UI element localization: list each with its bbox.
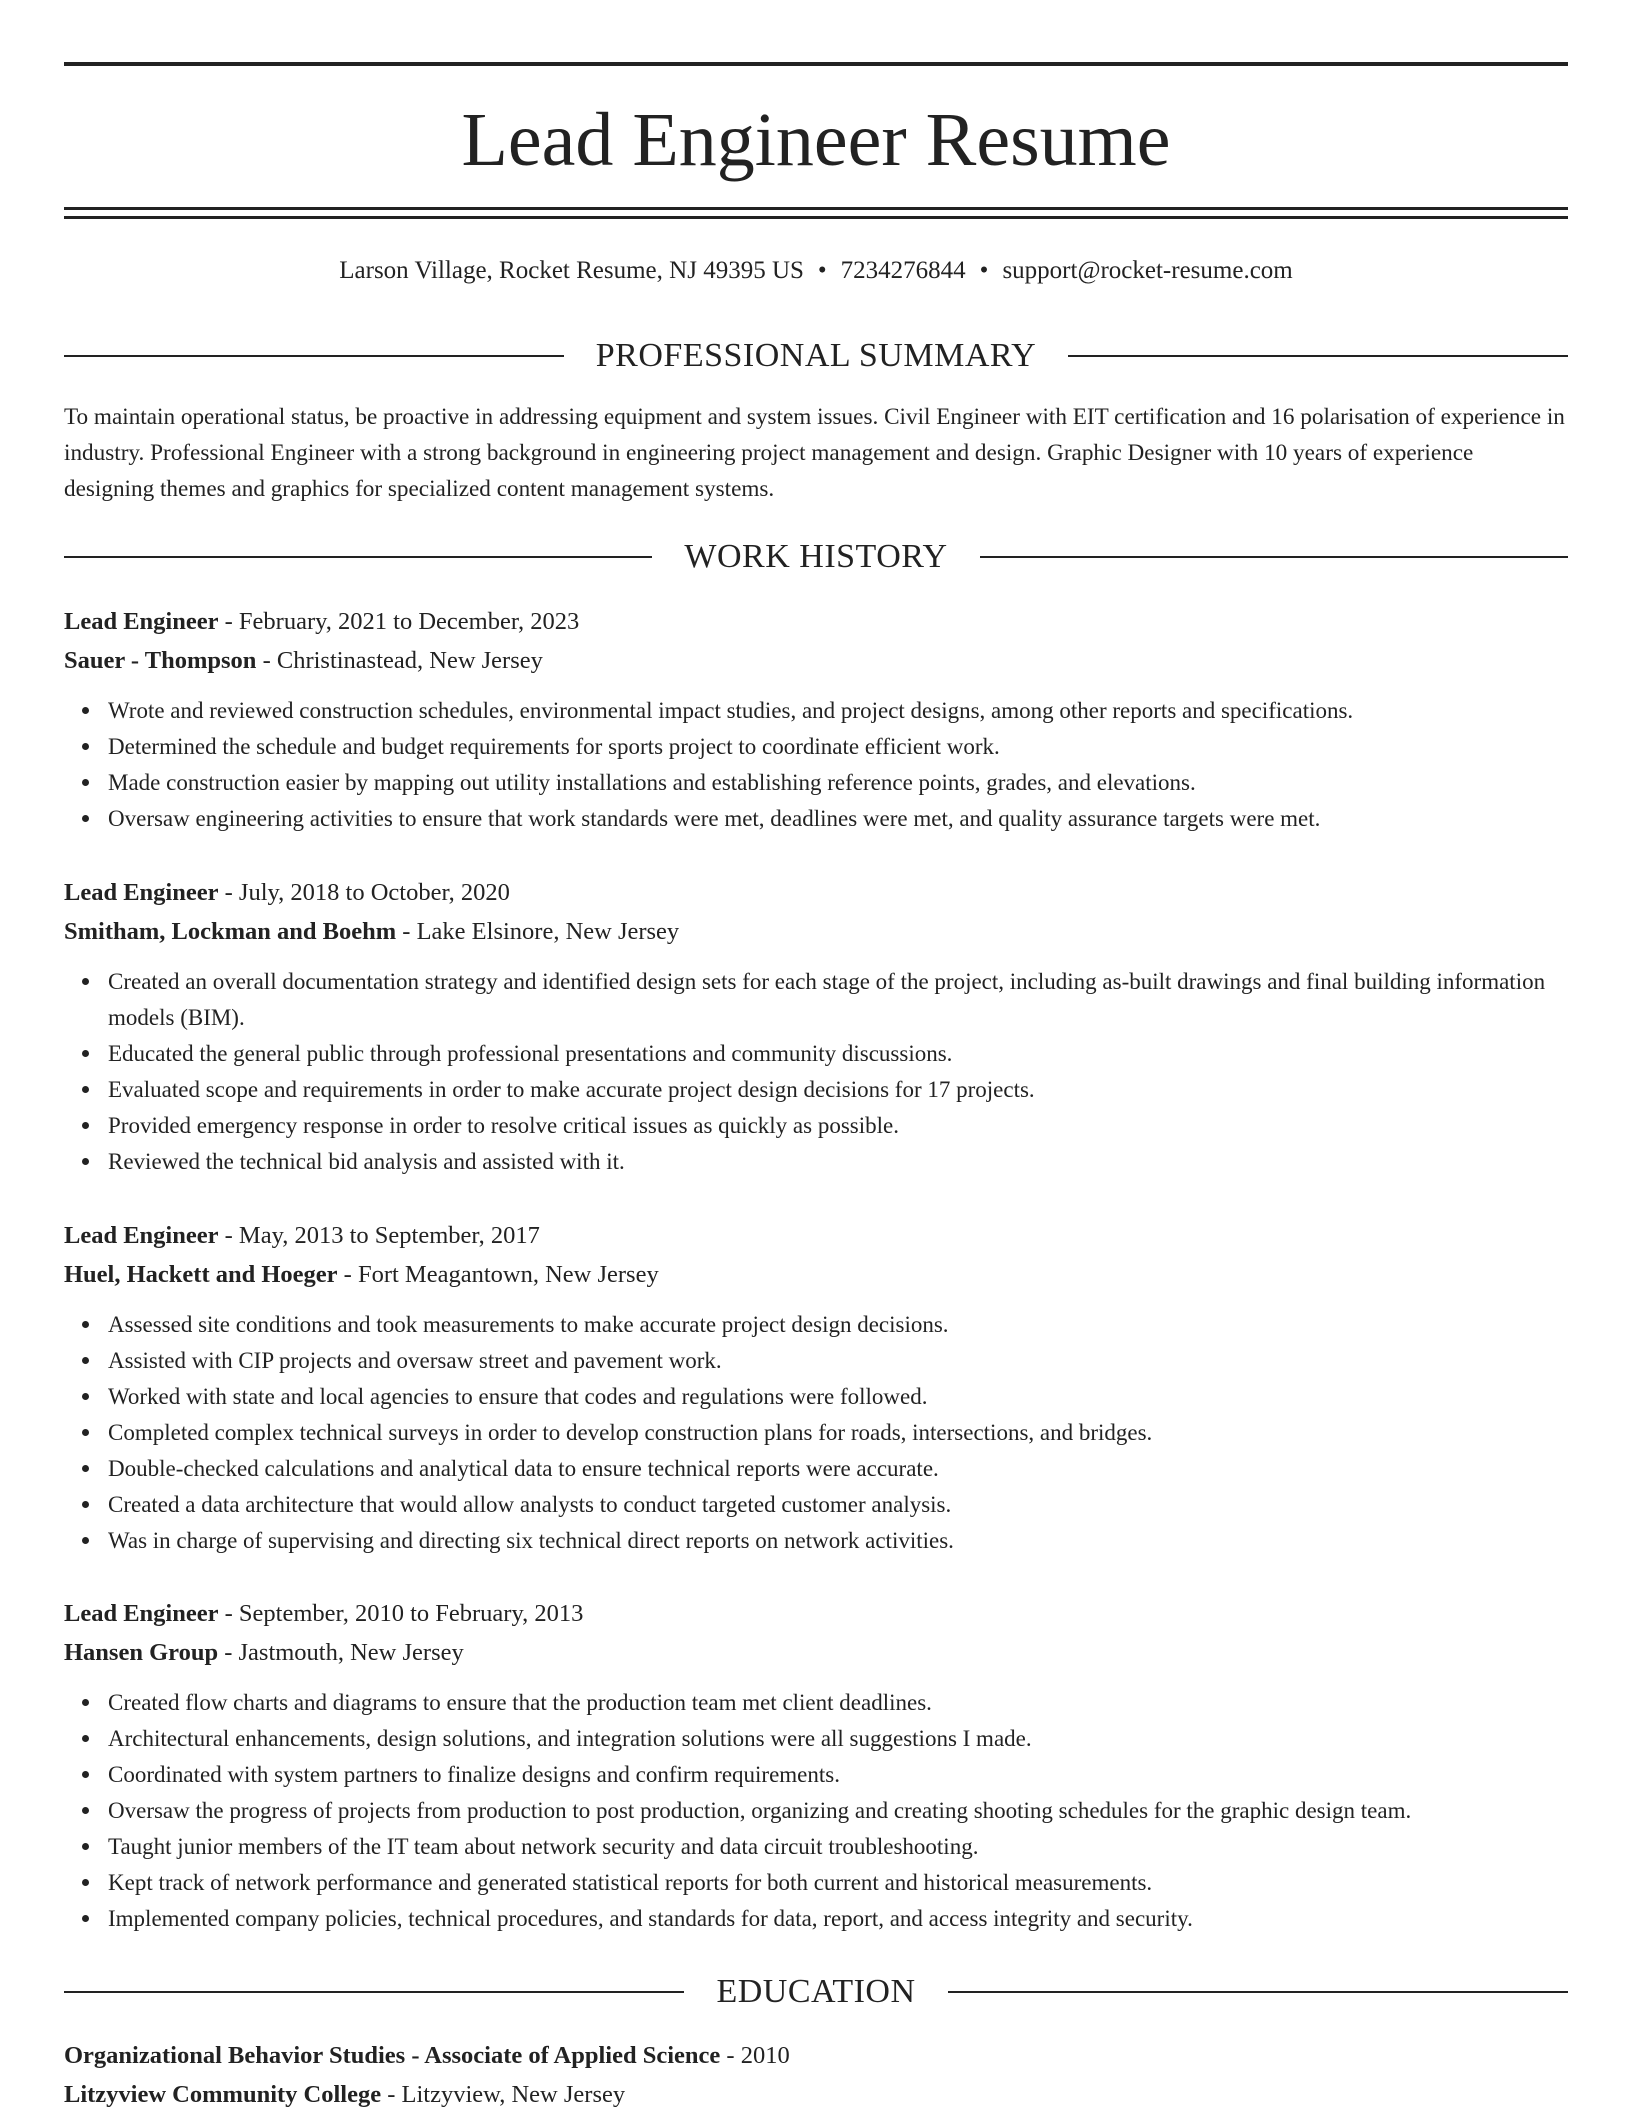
list-item: Assessed site conditions and took measurements to make accurate project design decisions. (108, 1307, 1568, 1343)
job-dates: - February, 2021 to December, 2023 (218, 608, 580, 635)
job-company: Smitham, Lockman and Boehm (64, 918, 397, 945)
job-entry (64, 602, 1568, 837)
job-company-line (64, 1255, 1568, 1294)
list-item: Created flow charts and diagrams to ensure that the production team met client deadlines. (108, 1685, 1568, 1721)
list-item: Kept track of network performance and generated statistical reports for both current and historical measurements. (108, 1865, 1568, 1901)
section-heading-label: EDUCATION (716, 1973, 916, 2010)
section-heading-summary (64, 334, 1568, 378)
list-item: Educated the general public through professional presentations and community discussions. (108, 1036, 1568, 1072)
job-location: - Christinastead, New Jersey (256, 647, 543, 674)
list-item: Evaluated scope and requirements in order to make accurate project design decisions for 17 projects. (108, 1072, 1568, 1108)
section-rule-right (1068, 355, 1568, 357)
contact-separator: • (817, 257, 827, 284)
education-location: - Litzyview, New Jersey (381, 2081, 626, 2108)
list-item: Made construction easier by mapping out utility installations and establishing reference points, grades, and elevations. (108, 765, 1568, 801)
job-company-line (64, 1633, 1568, 1672)
job-title: Lead Engineer (64, 1222, 219, 1249)
job-title-line (64, 602, 1568, 641)
job-company: Huel, Hackett and Hoeger (64, 1261, 338, 1288)
job-title: Lead Engineer (64, 608, 219, 635)
section-heading-work-history (64, 535, 1568, 579)
list-item: Was in charge of supervising and directing six technical direct reports on network activities. (108, 1523, 1568, 1559)
education-school-line (64, 2075, 1568, 2114)
list-item: Determined the schedule and budget requirements for sports project to coordinate efficient work. (108, 729, 1568, 765)
list-item: Double-checked calculations and analytical data to ensure technical reports were accurate. (108, 1451, 1568, 1487)
contact-separator: • (979, 257, 989, 284)
list-item: Created a data architecture that would allow analysts to conduct targeted customer analysis. (108, 1487, 1568, 1523)
job-bullets (64, 964, 1568, 1180)
job-dates: - September, 2010 to February, 2013 (218, 1600, 584, 1627)
education-degree: Organizational Behavior Studies - Associate of Applied Science (64, 2042, 721, 2069)
job-company-line (64, 641, 1568, 680)
header-top-rule (64, 62, 1568, 66)
job-dates: - May, 2013 to September, 2017 (218, 1222, 540, 1249)
job-location: - Fort Meagantown, New Jersey (337, 1261, 659, 1288)
list-item: Assisted with CIP projects and oversaw street and pavement work. (108, 1343, 1568, 1379)
list-item: Wrote and reviewed construction schedules, environmental impact studies, and project designs, among other reports and specifications. (108, 693, 1568, 729)
header-bottom-rule-double (64, 216, 1568, 219)
resume-title: Lead Engineer Resume (461, 98, 1171, 182)
job-title-line (64, 1216, 1568, 1255)
contact-email: support@rocket-resume.com (1002, 257, 1293, 284)
section-heading-education (64, 1970, 1568, 2014)
section-rule-left (64, 355, 564, 357)
section-rule-right (948, 1991, 1568, 1993)
job-location: - Lake Elsinore, New Jersey (396, 918, 680, 945)
job-bullets (64, 1685, 1568, 1937)
education-school: Litzyview Community College (64, 2081, 382, 2108)
section-heading-label: PROFESSIONAL SUMMARY (595, 337, 1037, 374)
job-bullets (64, 1307, 1568, 1559)
job-entry (64, 1216, 1568, 1559)
job-title-line (64, 1594, 1568, 1633)
job-entry (64, 1594, 1568, 1937)
job-entry (64, 873, 1568, 1180)
job-title: Lead Engineer (64, 879, 219, 906)
section-rule-right (980, 556, 1568, 558)
job-company: Hansen Group (64, 1639, 219, 1666)
education-degree-line (64, 2036, 1568, 2075)
section-heading-label: WORK HISTORY (684, 538, 948, 575)
contact-line (64, 253, 1568, 289)
job-title: Lead Engineer (64, 1600, 219, 1627)
list-item: Taught junior members of the IT team about network security and data circuit troubleshooting. (108, 1829, 1568, 1865)
list-item: Worked with state and local agencies to ensure that codes and regulations were followed. (108, 1379, 1568, 1415)
job-company-line (64, 912, 1568, 951)
list-item: Completed complex technical surveys in order to develop construction plans for roads, intersections, and bridges. (108, 1415, 1568, 1451)
education-entry (64, 2036, 1568, 2114)
professional-summary-text: To maintain operational status, be proactive in addressing equipment and system issues. Civil Engineer with EIT certification and 16 polarisation of experience in industry. Professional Engineer with a strong background in engineering project management and design. Graphic Designer with 10 years of experience designing themes and graphics for specialized content management systems. (64, 404, 1565, 502)
job-title-line (64, 873, 1568, 912)
list-item: Architectural enhancements, design solutions, and integration solutions were all suggestions I made. (108, 1721, 1568, 1757)
list-item: Coordinated with system partners to finalize designs and confirm requirements. (108, 1757, 1568, 1793)
list-item: Implemented company policies, technical procedures, and standards for data, report, and access integrity and security. (108, 1901, 1568, 1937)
job-location: - Jastmouth, New Jersey (218, 1639, 464, 1666)
list-item: Reviewed the technical bid analysis and assisted with it. (108, 1144, 1568, 1180)
header-bottom-rule (64, 207, 1568, 210)
list-item: Created an overall documentation strategy and identified design sets for each stage of the project, including as-built drawings and final building information models (BIM). (108, 964, 1568, 1036)
job-dates: - July, 2018 to October, 2020 (218, 879, 510, 906)
list-item: Provided emergency response in order to resolve critical issues as quickly as possible. (108, 1108, 1568, 1144)
list-item: Oversaw the progress of projects from production to post production, organizing and creating shooting schedules for the graphic design team. (108, 1793, 1568, 1829)
contact-address: Larson Village, Rocket Resume, NJ 49395 US (339, 257, 804, 284)
section-rule-left (64, 1991, 684, 1993)
contact-phone: 7234276844 (840, 257, 966, 284)
education-year: - 2010 (720, 2042, 790, 2069)
job-bullets (64, 693, 1568, 837)
job-company: Sauer - Thompson (64, 647, 257, 674)
list-item: Oversaw engineering activities to ensure that work standards were met, deadlines were met, and quality assurance targets were met. (108, 801, 1568, 837)
section-rule-left (64, 556, 652, 558)
